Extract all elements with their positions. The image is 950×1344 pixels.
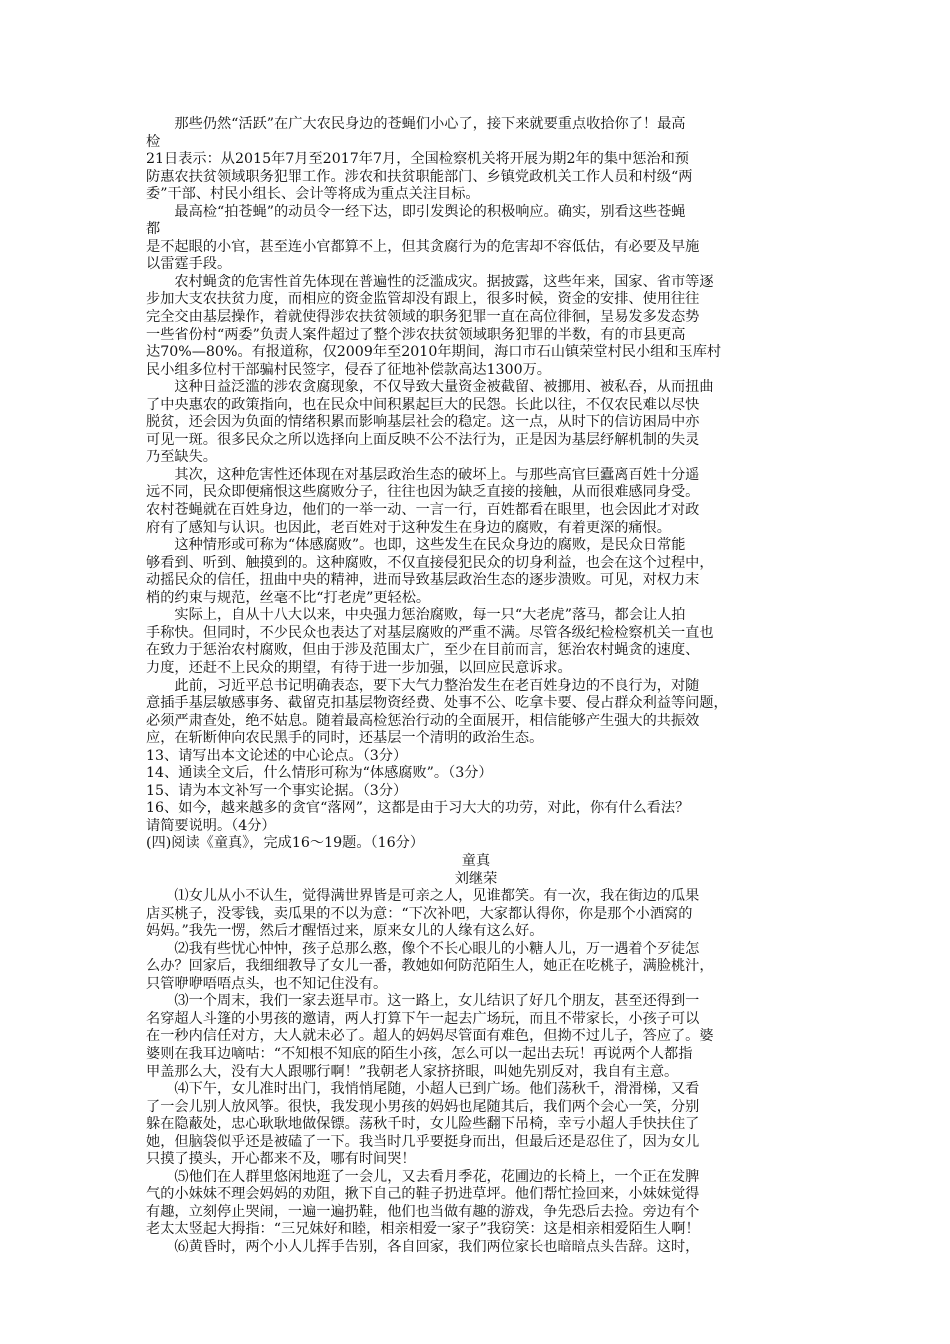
text-line: 应，在斩断伸向农民黑手的同时，还基层一个清明的政治生态。	[146, 730, 544, 747]
text-line: 实际上，自从十八大以来，中央强力惩治腐败，每一只“大老虎”落马，都会让人拍	[174, 607, 686, 624]
text-line: 都	[146, 221, 161, 238]
text-line: 14、通读全文后，什么情形可称为“体感腐败”。（3分）	[146, 765, 493, 782]
text-line: 21日表示：从2015年7月至2017年7月，全国检察机关将开展为期2年的集中惩治和预	[146, 151, 689, 168]
text-line: 13、请写出本文论述的中心论点。（3分）	[146, 747, 408, 764]
centered-line: 童真	[461, 852, 491, 869]
text-line: 够看到、听到、触摸到的。这种腐败，不仅直接侵犯民众的切身利益，也会在这个过程中，	[146, 554, 714, 571]
text-line: 她，但脑袋似乎还是被磕了一下。我当时几乎要挺身而出，但最后还是忍住了，因为女儿	[146, 1133, 700, 1150]
text-line: 意插手基层敏感事务、截留克扣基层物资经费、处事不公、吃拿卡要、侵占群众利益等问题，	[146, 695, 728, 712]
centered-line: 刘继荣	[454, 870, 498, 887]
text-line: 力度，还赶不上民众的期望，有待于进一步加强，以回应民意诉求。	[146, 659, 572, 676]
text-line: ⑸他们在人群里悠闲地逛了一会儿，又去看月季花，花圃边的长椅上，一个正在发脾	[174, 1168, 700, 1185]
text-line: 府有了感知与认识。也因此，老百姓对于这种发生在身边的腐败，有着更深的痛恨。	[146, 519, 671, 536]
text-line: 在致力于惩治农村腐败，但由于涉及范围太广，至少在目前而言，惩治农村蝇贪的速度、	[146, 642, 700, 659]
text-line: 脱贫，还会因为负面的情绪积累而影响基层社会的稳定。这一点，从时下的信访困局中亦	[146, 414, 700, 431]
text-line: ⑴女儿从小不认生，觉得满世界皆是可亲之人，见谁都笑。有一次，我在街边的瓜果	[174, 888, 700, 905]
text-line: 这种日益泛滥的涉农贪腐现象，不仅导致大量资金被截留、被挪用、被私吞，从而扭曲	[174, 379, 714, 396]
text-line: 婆则在我耳边嘀咕：“不知根不知底的陌生小孩，怎么可以一起出去玩！再说两个人都指	[146, 1045, 693, 1062]
text-line: 店买桃子，没零钱，卖瓜果的不以为意：“下次补吧，大家都认得你，你是那个小酒窝的	[146, 905, 693, 922]
text-line: 一些省份村“两委”负责人案件超过了整个涉农扶贫领域职务犯罪的半数，有的市县更高	[146, 326, 686, 343]
text-line: 其次，这种危害性还体现在对基层政治生态的破坏上。与那些高官巨蠹离百姓十分遥	[174, 466, 700, 483]
text-line: 躲在隐蔽处，忠心耿耿地做保镖。荡秋千时，女儿险些翻下吊椅，幸亏小超人手快扶住了	[146, 1116, 700, 1133]
text-line: 远不同，民众即便痛恨这些腐败分子，往往也因为缺乏直接的接触，从而很难感同身受。	[146, 484, 700, 501]
text-line: 民小组多位村干部骗村民签字，侵吞了征地补偿款高达1300万。	[146, 361, 551, 378]
text-line: 了一会儿别人放风筝。很快，我发现小男孩的妈妈也尾随其后，我们两个会心一笑，分别	[146, 1098, 700, 1115]
text-line: 请简要说明。（4分）	[146, 817, 276, 834]
text-line: ⑶一个周末，我们一家去逛早市。这一路上，女儿结识了好几个朋友，甚至还得到一	[174, 993, 700, 1010]
text-line: 达70%—80%。有报道称，仅2009年至2010年期间，海口市石山镇荣堂村民小组和玉库村	[146, 344, 722, 361]
text-line: ⑹黄昏时，两个小人儿挥手告别，各自回家，我们两位家长也暗暗点头告辞。这时，	[174, 1239, 700, 1255]
text-line: 这种情形或可称为“体感腐败”。也即，这些发生在民众身边的腐败，是民众日常能	[174, 537, 686, 554]
text-line: 15、请为本文补写一个事实论据。（3分）	[146, 782, 408, 799]
text-line: 只管咿咿唔唔点头，也不知记住没有。	[146, 975, 388, 992]
text-line: 手称快。但同时，不少民众也表达了对基层腐败的严重不满。尽管各级纪检检察机关一直也	[146, 624, 714, 641]
text-line: 老太太竖起大拇指：“三兄妹好和睦，相亲相爱一家子”我窃笑：这是相亲相爱陌生人啊！	[146, 1221, 700, 1238]
text-line: 此前，习近平总书记明确表态，要下大气力整治发生在老百姓身边的不良行为，对随	[174, 677, 700, 694]
text-line: 防惠农扶贫领域职务犯罪工作。涉农和扶贫职能部门、乡镇党政机关工作人员和村级“两	[146, 168, 693, 185]
text-line: 16、如今，越来越多的贪官“落网”，这都是由于习大大的功劳，对此，你有什么看法？	[146, 800, 690, 817]
text-line: 有趣，立刻停止哭闹，一遍一遍扔鞋，他们也当做有趣的游戏，争先恐后去捡。旁边有个	[146, 1203, 700, 1220]
text-line: 只摸了摸头，开心都来不及，哪有时间哭！	[146, 1151, 416, 1168]
text-line: 甲盖那么大，没有大人跟哪行啊！”我朝老人家挤挤眼，叫她先别反对，我自有主意。	[146, 1063, 679, 1080]
text-line: 名穿超人斗篷的小男孩的邀请，两人打算下午一起去广场玩，而且不带家长，小孩子可以	[146, 1010, 700, 1027]
text-line: 那些仍然“活跃”在广大农民身边的苍蝇们小心了，接下来就要重点收拾你了！最高	[174, 116, 686, 132]
text-line: 委”干部、村民小组长、会计等将成为重点关注目标。	[146, 186, 480, 203]
text-line: (四)阅读《童真》，完成16～19题。（16分）	[146, 835, 425, 852]
text-line: 气的小妹妹不理会妈妈的劝阻，揪下自己的鞋子扔进草坪。他们帮忙捡回来，小妹妹觉得	[146, 1186, 700, 1203]
text-line: 了中央惠农的政策指向，也在民众中间积累起巨大的民怨。长此以往，不仅农民难以尽快	[146, 396, 700, 413]
text-line: 农村苍蝇就在百姓身边，他们的一举一动、一言一行，百姓都看在眼里，也会因此才对政	[146, 502, 700, 519]
text-line: 梢的约束与规范，丝毫不比“打老虎”更轻松。	[146, 589, 431, 606]
text-line: 最高检“拍苍蝇”的动员令一经下达，即引发舆论的积极响应。确实，别看这些苍蝇	[174, 203, 686, 220]
text-line: 检	[146, 133, 161, 150]
text-line: 妈妈。”我先一愣，然后才醒悟过来，原来女儿的人缘有这么好。	[146, 923, 544, 940]
text-line: 在一秒内信任对方，大人就未必了。超人的妈妈尽管面有难色，但拗不过儿子，答应了。婆	[146, 1028, 714, 1045]
text-line: 可见一斑。很多民众之所以选择向上面反映不公不法行为，正是因为基层纾解机制的失灵	[146, 431, 700, 448]
text-line: 么办？回家后，我细细教导了女儿一番，教她如何防范陌生人，她正在吃桃子，满脸桃汁，	[146, 958, 714, 975]
text-line: 乃至缺失。	[146, 449, 217, 466]
text-line: 农村蝇贪的危害性首先体现在普遍性的泛滥成灾。据披露，这些年来，国家、省市等逐	[174, 273, 714, 290]
text-line: ⑷下午，女儿准时出门，我悄悄尾随，小超人已到广场。他们荡秋千，滑滑梯，又看	[174, 1081, 700, 1098]
text-line: 必须严肃查处，绝不姑息。随着最高检惩治行动的全面展开，相信能够产生强大的共振效	[146, 712, 700, 729]
document-body	[146, 116, 806, 1257]
text-line: 动摇民众的信任，扭曲中央的精神，进而导致基层政治生态的逐步溃败。可见，对权力末	[146, 572, 700, 589]
text-line: 步加大支农扶贫力度，而相应的资金监管却没有跟上，很多时候，资金的安排、使用往往	[146, 291, 700, 308]
text-line: 完全交由基层操作，着就使得涉农扶贫领域的职务犯罪一直在高位徘徊，呈易发多发态势	[146, 309, 700, 326]
text-line: 以雷霆手段。	[146, 256, 232, 273]
text-line: 是不起眼的小官，甚至连小官都算不上，但其贪腐行为的危害却不容低估，有必要及早施	[146, 238, 700, 255]
text-line: ⑵我有些忧心忡忡，孩子总那么憨，像个不长心眼儿的小糖人儿，万一遇着个歹徒怎	[174, 940, 700, 957]
